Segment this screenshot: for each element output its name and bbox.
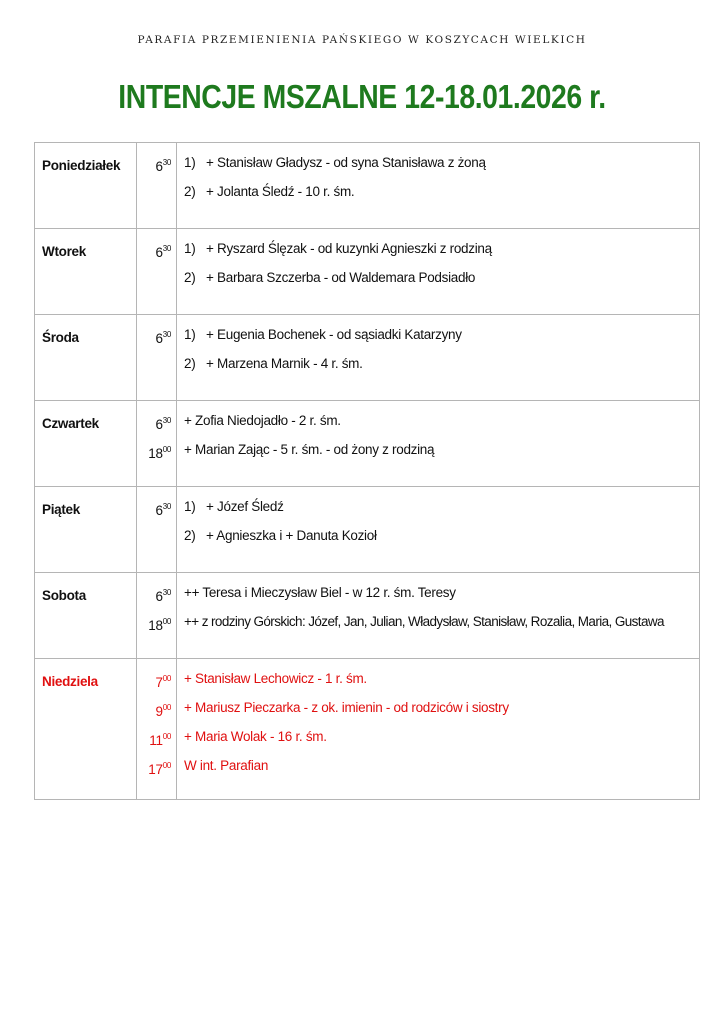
intention-line — [184, 410, 699, 439]
intention-number: 1) — [184, 327, 196, 342]
intention-text: + Stanisław Lechowicz - 1 r. śm. — [184, 671, 367, 686]
intention-line — [184, 353, 699, 382]
intention-line — [184, 726, 699, 755]
intention-text: + Mariusz Pieczarka - z ok. imienin - od rodziców i siostry — [184, 700, 509, 715]
mass-times — [137, 143, 177, 229]
intention-text: ++ z rodziny Górskich: Józef, Jan, Julian, Władysław, Stanisław, Rozalia, Maria, Gustawa — [184, 614, 664, 629]
intention-line — [184, 668, 699, 697]
intention-line — [184, 181, 699, 210]
intention-text: + Stanisław Gładysz - od syna Stanisława z żoną — [206, 155, 486, 170]
intention-line — [184, 496, 699, 525]
mass-intentions-table — [34, 142, 700, 800]
mass-times — [137, 229, 177, 315]
mass-time: $11^{00}$ — [149, 732, 171, 748]
intentions — [177, 315, 700, 401]
intention-text: + Józef Śledź — [206, 499, 284, 514]
intention-line — [184, 324, 699, 353]
intention-line — [184, 582, 699, 611]
day-name: Piątek — [35, 487, 137, 573]
table-row — [35, 315, 700, 401]
intention-text: + Marian Zając - 5 r. śm. - od żony z rodziną — [184, 442, 435, 457]
mass-time: $9^{00}$ — [155, 703, 171, 719]
mass-times — [137, 573, 177, 659]
mass-times — [137, 487, 177, 573]
mass-times — [137, 401, 177, 487]
mass-time: $18^{00}$ — [148, 617, 171, 633]
intention-number: 1) — [184, 155, 196, 170]
intentions — [177, 573, 700, 659]
intention-line — [184, 755, 699, 784]
intention-number: 1) — [184, 499, 196, 514]
day-name: Poniedziałek — [35, 143, 137, 229]
mass-times — [137, 315, 177, 401]
mass-time: $6^{30}$ — [155, 330, 171, 346]
parish-name: PARAFIA PRZEMIENIENIA PAŃSKIEGO W KOSZYCACH WIELKICH — [137, 34, 587, 46]
day-name: Czwartek — [35, 401, 137, 487]
intentions — [177, 401, 700, 487]
intention-line — [184, 238, 699, 267]
intention-line — [184, 439, 699, 468]
intentions — [177, 229, 700, 315]
mass-time: $6^{30}$ — [155, 158, 171, 174]
day-name: Środa — [35, 315, 137, 401]
intention-number: 1) — [184, 241, 196, 256]
intention-text: ++ Teresa i Mieczysław Biel - w 12 r. śm. Teresy — [184, 585, 456, 600]
mass-time: $17^{00}$ — [148, 761, 171, 777]
intention-text: W int. Parafian — [184, 758, 269, 773]
intentions — [177, 659, 700, 800]
mass-times — [137, 659, 177, 800]
day-name: Wtorek — [35, 229, 137, 315]
table-row — [35, 401, 700, 487]
intention-text: + Barbara Szczerba - od Waldemara Podsiadło — [206, 270, 476, 285]
intention-number: 2) — [184, 184, 196, 199]
mass-time: $7^{00}$ — [155, 674, 171, 690]
intentions — [177, 143, 700, 229]
table-row — [35, 143, 700, 229]
intention-text: + Jolanta Śledź - 10 r. śm. — [206, 184, 355, 199]
mass-time: $6^{30}$ — [155, 244, 171, 260]
intention-line — [184, 611, 699, 640]
table-row — [35, 573, 700, 659]
intention-line — [184, 697, 699, 726]
mass-time: $6^{30}$ — [155, 588, 171, 604]
day-name: Sobota — [35, 573, 137, 659]
mass-time: $6^{30}$ — [155, 416, 171, 432]
intention-text: + Eugenia Bochenek - od sąsiadki Katarzyny — [206, 327, 462, 342]
intention-line — [184, 267, 699, 296]
mass-time: $18^{00}$ — [148, 445, 171, 461]
day-name: Niedziela — [35, 659, 137, 800]
page-title: INTENCJE MSZALNE 12-18.01.2026 r. — [118, 78, 606, 115]
table-row — [35, 487, 700, 573]
intention-number: 2) — [184, 356, 196, 371]
mass-time: $6^{30}$ — [155, 502, 171, 518]
table-row — [35, 659, 700, 800]
intention-text: + Agnieszka i + Danuta Kozioł — [206, 528, 377, 543]
table-row — [35, 229, 700, 315]
intention-number: 2) — [184, 270, 196, 285]
intention-text: + Ryszard Ślęzak - od kuzynki Agnieszki z rodziną — [206, 241, 492, 256]
intention-number: 2) — [184, 528, 196, 543]
intention-text: + Maria Wolak - 16 r. śm. — [184, 729, 327, 744]
intention-text: + Zofia Niedojadło - 2 r. śm. — [184, 413, 341, 428]
intention-line — [184, 152, 699, 181]
intention-line — [184, 525, 699, 554]
intention-text: + Marzena Marnik - 4 r. śm. — [206, 356, 363, 371]
intentions — [177, 487, 700, 573]
